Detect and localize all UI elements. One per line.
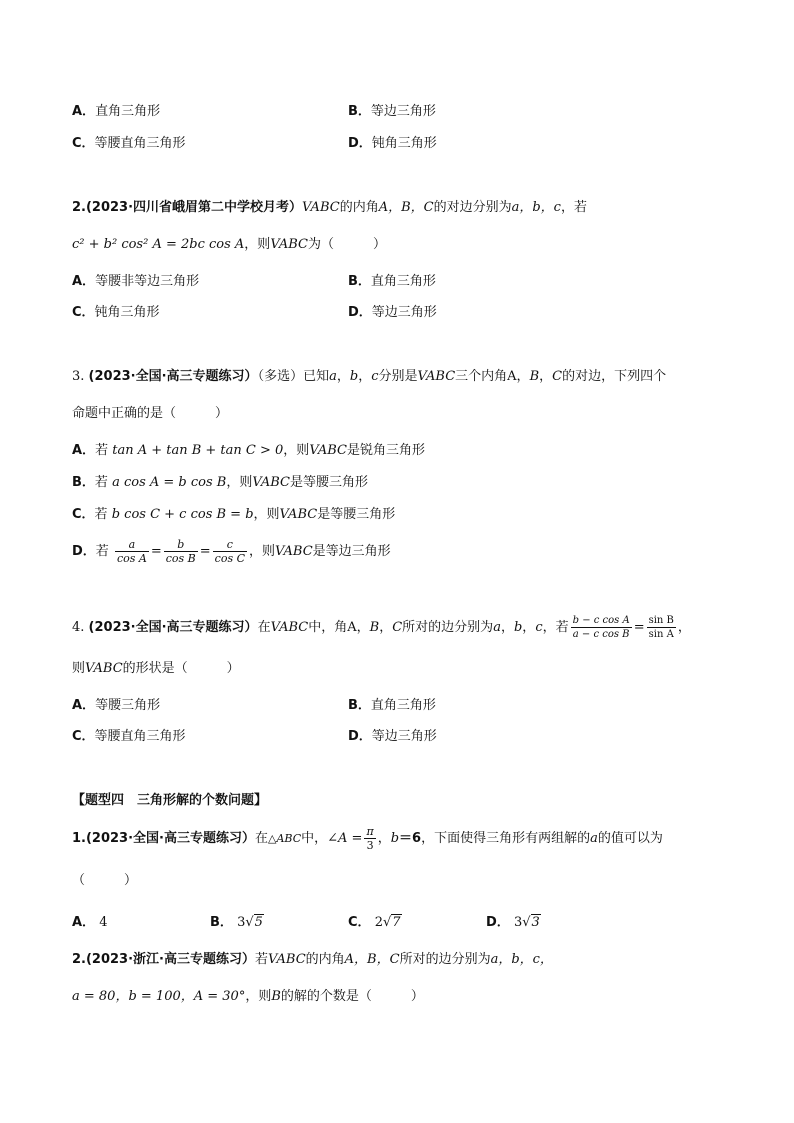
s1-stem: 1.(2023·全国·高三专题练习）在△ABC中，∠A = $\frac{\pi}{3}$ ，b＝6，下面使得三角形有两组解的a的值可以为 [72,825,663,852]
fraction: $\frac{a}{\text{cos A}}$ [116,538,147,565]
fraction: $\frac{\text{b − c cos A}}{\text{a − c cos B}}$ [572,615,630,640]
q2-stem-2: c² + b² cos² A = 2bc cos A，则VABC为（ ） [72,237,386,252]
s1-option-a: A． 4 [72,915,108,930]
q4-stem-2: 则VABC的形状是（ ） [72,661,240,676]
q3-option-d: D．若 $\frac{a}{\text{cos A}}$ = $\frac{b}{\text{cos B}}$ = $\frac{c}{\text{cos C}}$ ，则VABC是等边三角形 [72,538,391,565]
q4-stem: 4. (2023·全国·高三专题练习）在VABC中，角A，B，C所对的边分别为a，b，c，若 $\frac{\text{b − c cos A}}{\text{a − c cos B}}$ = $\frac{\text{sin B}}{\text{sin A}}$ ， [72,615,691,640]
q2-stem: 2.(2023·四川省峨眉第二中学校月考）VABC的内角A，B，C的对边分别为a，b，c，若 [72,200,587,215]
q2-option-b: B．直角三角形 [348,274,436,289]
q4-option-d: D．等边三角形 [348,729,437,744]
s1-option-c: C． 2√7 [348,915,401,930]
s2-stem: 2.(2023·浙江·高三专题练习）若VABC的内角A，B，C所对的边分别为a，b，c， [72,952,553,967]
s1-option-d: D． 3√3 [486,915,540,930]
q2-option-c: C．钝角三角形 [72,305,160,320]
q4-option-c: C．等腰直角三角形 [72,729,186,744]
s2-stem-2: a = 80，b = 100，A = 30°，则B的解的个数是（ ） [72,989,424,1004]
fraction: $\frac{c}{\text{cos C}}$ [214,538,245,565]
q2-option-d: D．等边三角形 [348,305,437,320]
fraction: $\frac{\pi}{3}$ [366,825,374,852]
q3-option-c: C．若 b cos C + c cos B = b，则VABC是等腰三角形 [72,507,396,522]
q4-option-b: B．直角三角形 [348,698,436,713]
fraction: $\frac{\text{sin B}}{\text{sin A}}$ [648,615,674,640]
q3-option-b: B．若 a cos A = b cos B，则VABC是等腰三角形 [72,475,369,490]
q3-option-a: A．若 tan A + tan B + tan C > 0，则VABC是锐角三角形 [72,443,425,458]
q3-stem-2: 命题中正确的是（ ） [72,406,229,421]
q4-option-a: A．等腰三角形 [72,698,161,713]
option-d: D．钝角三角形 [348,136,437,151]
s1-paren: （ ） [72,873,138,888]
option-c: C．等腰直角三角形 [72,136,186,151]
option-b: B．等边三角形 [348,104,436,119]
option-a: A．直角三角形 [72,104,161,119]
fraction: $\frac{b}{\text{cos B}}$ [165,538,196,565]
q2-option-a: A．等腰非等边三角形 [72,274,200,289]
s1-option-b: B． 3√5 [210,915,263,930]
q3-stem: 3. (2023·全国·高三专题练习）（多选）已知a，b，c分别是VABC三个内角A，B，C的对边，下列四个 [72,369,667,384]
section-title: 【题型四 三角形解的个数问题】 [72,793,268,808]
